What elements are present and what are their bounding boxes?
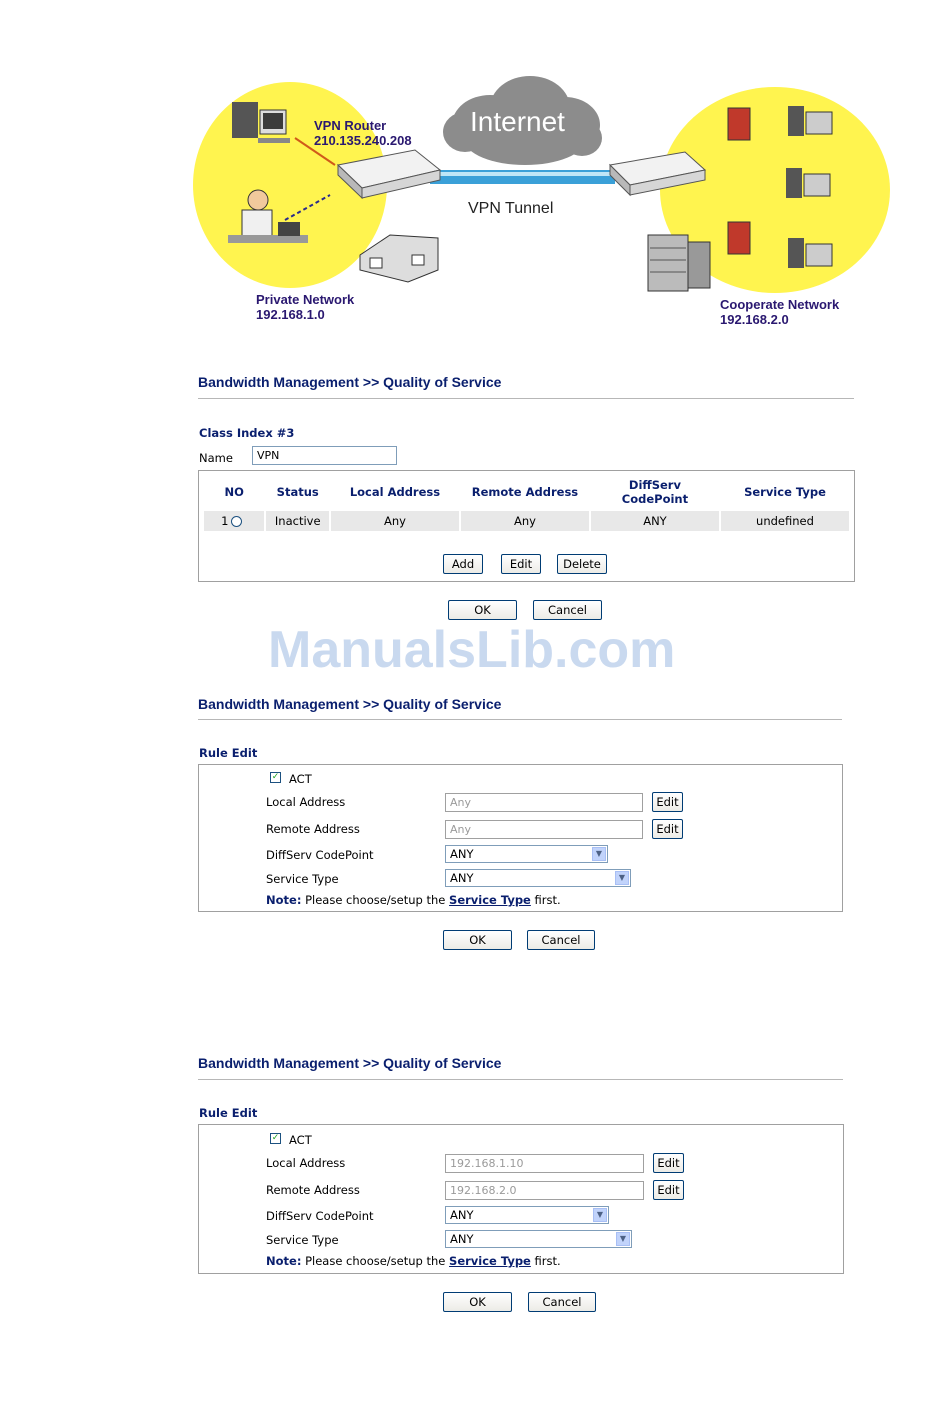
internet-label: Internet <box>470 106 565 137</box>
service-type-select-value: ANY <box>450 1232 474 1246</box>
server-rack-icon <box>648 235 710 291</box>
private-network-ip: 192.168.1.0 <box>256 307 325 322</box>
cancel-button[interactable]: Cancel <box>527 930 595 950</box>
act-label: ACT <box>289 772 312 786</box>
col-diffserv-line2: CodePoint <box>621 492 689 506</box>
cancel-button[interactable]: Cancel <box>528 1292 596 1312</box>
row-local-address: Any <box>331 511 459 531</box>
service-type-link[interactable]: Service Type <box>449 1254 531 1268</box>
page-title: Bandwidth Management >> Quality of Service <box>198 696 502 712</box>
service-type-select[interactable] <box>445 1230 632 1248</box>
local-address-label: Local Address <box>266 1156 346 1170</box>
remote-address-label: Remote Address <box>266 822 360 836</box>
local-address-edit-button[interactable]: Edit <box>653 1153 684 1173</box>
diffserv-label: DiffServ CodePoint <box>266 848 374 862</box>
table-row <box>204 511 849 531</box>
watermark: ManualsLib.com <box>268 621 676 679</box>
vpn-router-name: VPN Router <box>314 118 387 133</box>
ok-button[interactable]: OK <box>443 1292 512 1312</box>
remote-pc-icon <box>786 106 832 268</box>
row-no: 1 <box>221 514 229 528</box>
note-post: first. <box>534 893 561 907</box>
row-diffserv: ANY <box>591 511 719 531</box>
private-network-name: Private Network <box>256 292 355 307</box>
chevron-down-icon[interactable]: ▼ <box>593 1208 607 1222</box>
row-remote-address: Any <box>461 511 589 531</box>
edit-button[interactable]: Edit <box>501 554 541 574</box>
cooperate-network-ip: 192.168.2.0 <box>720 312 789 327</box>
remote-address-input[interactable]: Any <box>445 820 643 839</box>
vpn-router-ip: 210.135.240.208 <box>314 133 412 148</box>
house-icon <box>360 235 438 282</box>
chevron-down-icon[interactable]: ▼ <box>616 1232 630 1246</box>
row-status: Inactive <box>266 511 328 531</box>
col-local-address: Local Address <box>349 485 441 499</box>
class-rules-table <box>202 473 851 533</box>
diffserv-select-value: ANY <box>450 847 474 861</box>
note-pre: Please choose/setup the <box>305 893 446 907</box>
note-post: first. <box>534 1254 561 1268</box>
ok-button[interactable]: OK <box>448 600 517 620</box>
class-name-input[interactable]: VPN <box>252 446 397 465</box>
title-divider <box>198 398 854 399</box>
ok-button[interactable]: OK <box>443 930 512 950</box>
class-rules-box <box>198 470 855 582</box>
table-header-row <box>204 475 849 509</box>
local-address-input[interactable]: Any <box>445 793 643 812</box>
col-no: NO <box>224 485 244 499</box>
service-type-link[interactable]: Service Type <box>449 893 531 907</box>
delete-button[interactable]: Delete <box>557 554 607 574</box>
cancel-button[interactable]: Cancel <box>533 600 602 620</box>
vpn-network-diagram <box>190 70 900 340</box>
rule-edit-box <box>198 764 843 912</box>
col-diffserv-line1: DiffServ <box>628 478 681 492</box>
row-select-radio[interactable] <box>231 516 242 527</box>
cooperate-network-name: Cooperate Network <box>720 297 840 312</box>
local-address-edit-button[interactable]: Edit <box>652 792 683 812</box>
title-divider <box>198 719 842 720</box>
remote-address-edit-button[interactable]: Edit <box>652 819 683 839</box>
diffserv-select-value: ANY <box>450 1208 474 1222</box>
vpn-router-label <box>314 118 412 148</box>
service-type-label: Service Type <box>266 872 339 886</box>
rule-edit-heading: Rule Edit <box>199 746 258 760</box>
service-type-select-value: ANY <box>450 871 474 885</box>
local-address-label: Local Address <box>266 795 346 809</box>
col-diffserv <box>591 475 719 509</box>
remote-address-label: Remote Address <box>266 1183 360 1197</box>
note-text <box>266 893 561 907</box>
col-status: Status <box>276 485 319 499</box>
row-no-cell <box>204 511 264 531</box>
service-type-select[interactable] <box>445 869 631 887</box>
note-label: Note: <box>266 1254 302 1268</box>
class-index-heading: Class Index #3 <box>199 426 295 440</box>
remote-address-input[interactable]: 192.168.2.0 <box>445 1181 644 1200</box>
vpn-tunnel-label: VPN Tunnel <box>468 200 554 217</box>
note-pre: Please choose/setup the <box>305 1254 446 1268</box>
chevron-down-icon[interactable]: ▼ <box>615 871 629 885</box>
rule-edit-heading: Rule Edit <box>199 1106 258 1120</box>
col-remote-address: Remote Address <box>471 485 579 499</box>
act-label: ACT <box>289 1133 312 1147</box>
diffserv-select[interactable] <box>445 845 608 863</box>
title-divider <box>198 1079 843 1080</box>
row-service-type: undefined <box>721 511 849 531</box>
act-checkbox[interactable]: ✓ <box>271 772 280 782</box>
diffserv-select[interactable] <box>445 1206 609 1224</box>
note-label: Note: <box>266 893 302 907</box>
private-network-label <box>256 292 354 322</box>
page-title: Bandwidth Management >> Quality of Service <box>198 374 502 390</box>
rule-edit-box <box>198 1124 844 1274</box>
remote-address-edit-button[interactable]: Edit <box>653 1180 684 1200</box>
act-checkbox[interactable]: ✓ <box>271 1133 280 1143</box>
service-type-label: Service Type <box>266 1233 339 1247</box>
col-service-type: Service Type <box>744 485 826 499</box>
chevron-down-icon[interactable]: ▼ <box>592 847 606 861</box>
local-address-input[interactable]: 192.168.1.10 <box>445 1154 644 1173</box>
name-label: Name <box>199 451 233 465</box>
add-button[interactable]: Add <box>443 554 483 574</box>
note-text <box>266 1254 561 1268</box>
page-title: Bandwidth Management >> Quality of Service <box>198 1055 502 1071</box>
diffserv-label: DiffServ CodePoint <box>266 1209 374 1223</box>
cooperate-network-label <box>720 297 839 327</box>
